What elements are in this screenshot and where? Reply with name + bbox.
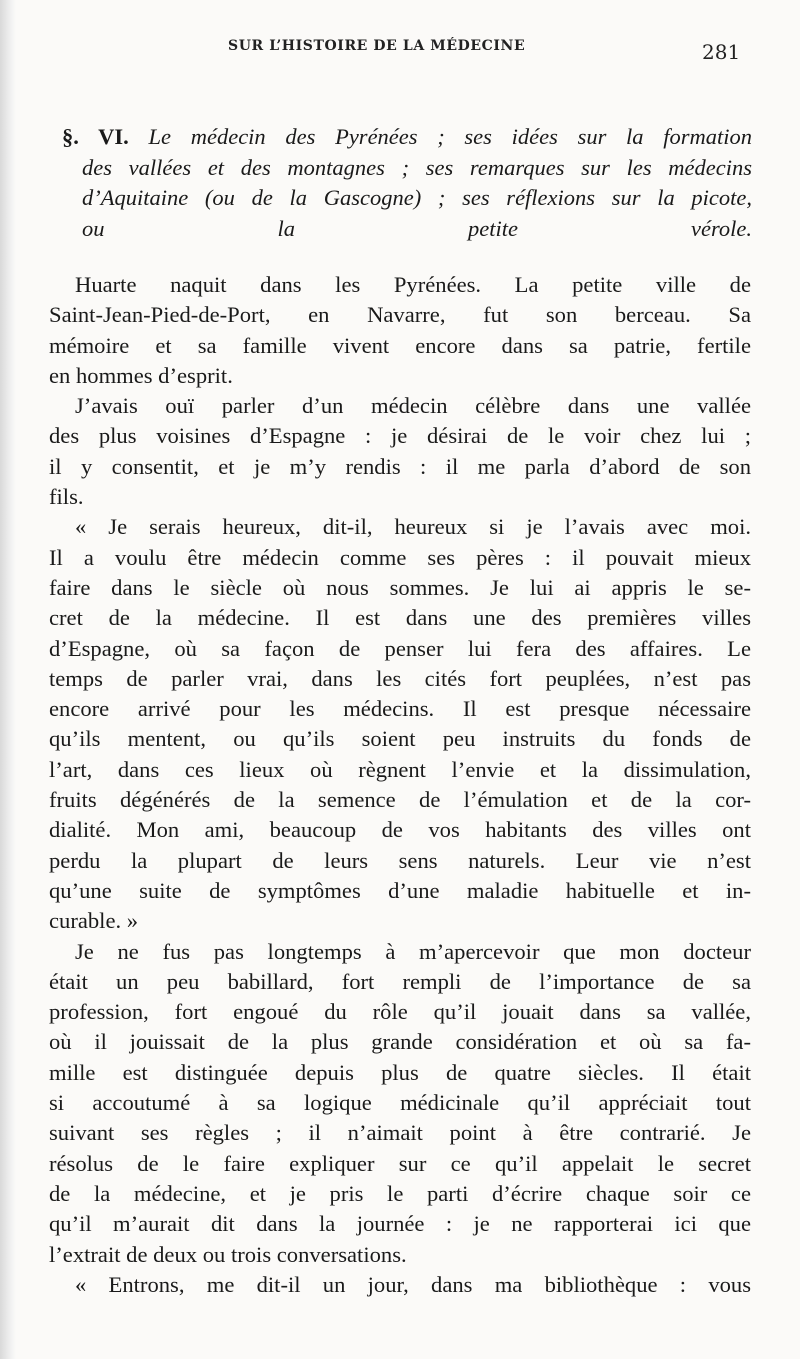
paragraph-5 [49, 1270, 751, 1300]
text-line: si accoutumé à sa logique médicinale qu’il appréciait tout [49, 1090, 751, 1116]
running-header: SUR L’HISTOIRE DE LA MÉDECINE [228, 38, 526, 54]
text-line: mille est distinguée depuis plus de quatre siècles. Il était [49, 1059, 751, 1085]
text-line: profession, fort engoué du rôle qu’il jouait dans sa vallée, [49, 999, 751, 1025]
text-line: Saint-Jean-Pied-de-Port, en Navarre, fut son berceau. Sa [49, 302, 751, 328]
text-line: dialité. Mon ami, beaucoup de vos habitants des villes ont [49, 817, 751, 843]
scan-edge-shadow [0, 0, 16, 1359]
text-line: « Je serais heureux, dit-il, heureux si je l’avais avec moi. [75, 514, 751, 540]
text-line: suivant ses règles ; il n’aimait point à être contrarié. Je [49, 1120, 751, 1146]
page-number: 281 [702, 40, 741, 64]
section-title-line: d’Aquitaine (ou de la Gascogne) ; ses réflexions sur la picote, [82, 185, 752, 210]
text-line: où il jouissait de la plus grande considération et où sa fa- [49, 1029, 751, 1055]
paragraph-1 [49, 270, 751, 391]
text-line: Je ne fus pas longtemps à m’apercevoir que mon docteur [75, 938, 751, 964]
text-line: perdu la plupart de leurs sens naturels. Leur vie n’est [49, 847, 751, 873]
section-heading-line-1 [62, 122, 752, 153]
section-heading [62, 122, 752, 244]
section-number: §. VI. [62, 124, 129, 149]
body-text [49, 270, 751, 1300]
text-line: l’extrait de deux ou trois conversations. [49, 1241, 407, 1267]
text-line: qu’il m’aurait dit dans la journée : je ne rapporterai ici que [49, 1211, 751, 1237]
text-line: de la médecine, et je pris le parti d’écrire chaque soir ce [49, 1180, 751, 1206]
section-title-line: des vallées et des montagnes ; ses remarques sur les médecins [82, 154, 752, 180]
section-title-line: ou la petite vérole. [82, 215, 752, 241]
text-line: J’avais ouï parler d’un médecin célèbre dans une vallée [75, 393, 751, 419]
text-line: résolus de le faire expliquer sur ce qu’il appelait le secret [49, 1150, 751, 1176]
text-line: d’Espagne, où sa façon de penser lui fera des affaires. Le [49, 635, 751, 661]
text-line: cret de la médecine. Il est dans une des premières villes [49, 605, 751, 631]
text-line: Huarte naquit dans les Pyrénées. La petite ville de [75, 272, 751, 297]
text-line: fils. [49, 484, 84, 510]
text-line: fruits dégénérés de la semence de l’émulation et de la cor- [49, 787, 751, 813]
paragraph-2 [49, 391, 751, 512]
text-line: mémoire et sa famille vivent encore dans sa patrie, fertile [49, 332, 751, 358]
text-line: l’art, dans ces lieux où règnent l’envie et la dissimulation, [49, 756, 751, 782]
paragraph-3 [49, 512, 751, 936]
text-line: encore arrivé pour les médecins. Il est presque nécessaire [49, 696, 751, 722]
text-line: des plus voisines d’Espagne : je désirai de le voir chez lui ; [49, 423, 751, 449]
paragraph-4 [49, 937, 751, 1270]
text-line: temps de parler vrai, dans les cités fort peuplées, n’est pas [49, 665, 751, 691]
text-line: curable. » [49, 908, 139, 934]
text-line: il y consentit, et je m’y rendis : il me parla d’abord de son [49, 453, 751, 479]
text-line: Il a voulu être médecin comme ses pères : il pouvait mieux [49, 544, 751, 570]
text-line: en hommes d’esprit. [49, 362, 233, 388]
text-line: qu’une suite de symptômes d’une maladie habituelle et in- [49, 877, 751, 903]
text-line: qu’ils mentent, ou qu’ils soient peu instruits du fonds de [49, 726, 751, 752]
text-line: « Entrons, me dit-il un jour, dans ma bibliothèque : vous [75, 1271, 751, 1297]
text-line: était un peu babillard, fort rempli de l’importance de sa [49, 968, 751, 994]
section-title-line: Le médecin des Pyrénées ; ses idées sur la formation [148, 124, 752, 149]
text-line: faire dans le siècle où nous sommes. Je lui ai appris le se- [49, 574, 751, 600]
